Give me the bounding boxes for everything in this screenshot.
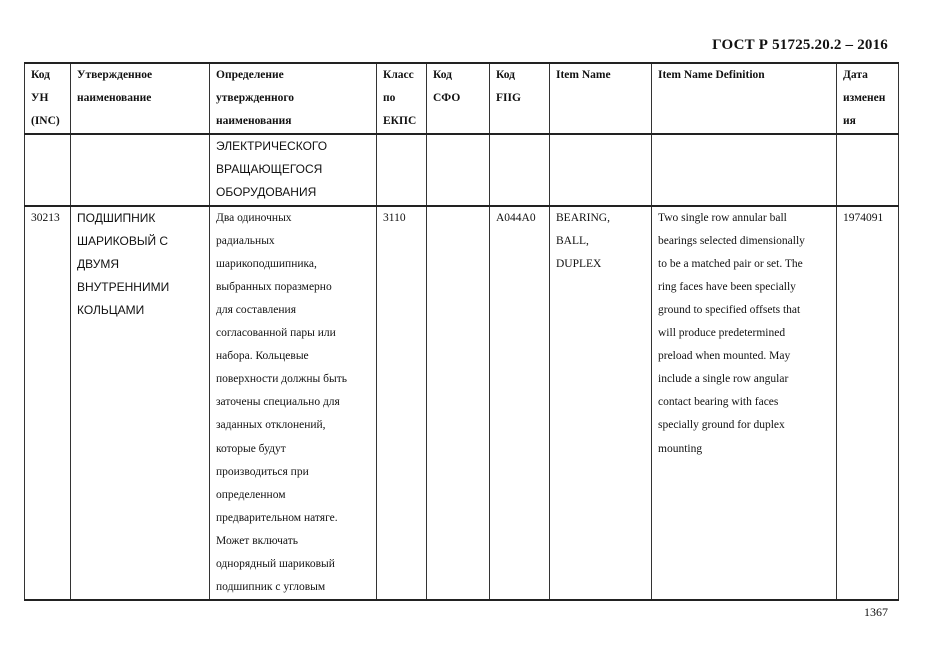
cell-inc-code: 30213 [25, 206, 71, 601]
cell-item-name [550, 134, 652, 205]
cell-inc-code [25, 134, 71, 205]
cell-item-name-definition [652, 134, 837, 205]
cell-fiig-code [490, 134, 550, 205]
cell-fiig-code: A044A0 [490, 206, 550, 601]
cell-name-definition: Два одиночных радиальных шарикоподшипника, выбранных поразмерно для составления согласованной пары или набора. Кольцевые поверхности должны быть заточены специально для заданных отклонений, которые будут производиться при определенном предварительном натяге. Может включать однорядный шариковый подшипник с угловым [210, 206, 377, 601]
cell-ekps-class: 3110 [377, 206, 427, 601]
document-title: ГОСТ Р 51725.20.2 – 2016 [712, 37, 888, 53]
header-ekps-class: Класс по ЕКПС [377, 63, 427, 134]
cell-sfo-code [427, 134, 490, 205]
cell-ekps-class [377, 134, 427, 205]
table-header-row [25, 63, 899, 134]
cell-approved-name: ПОДШИПНИК ШАРИКОВЫЙ С ДВУМЯ ВНУТРЕННИМИ КОЛЬЦАМИ [71, 206, 210, 601]
table-row [25, 206, 899, 601]
cell-item-name: BEARING, BALL, DUPLEX [550, 206, 652, 601]
page-number: 1367 [864, 605, 888, 619]
header-sfo-code: Код СФО [427, 63, 490, 134]
cell-item-name-definition: Two single row annular ball bearings selected dimensionally to be a matched pair or set. The ring faces have been specially ground to specified offsets that will produce predetermined preload when mounted. May include a single row angular contact bearing with faces specially ground for duplex mounting [652, 206, 837, 601]
header-approved-name: Утвержденное наименование [71, 63, 210, 134]
header-item-name-definition: Item Name Definition [652, 63, 837, 134]
header-inc-code: Код УН (INC) [25, 63, 71, 134]
header-change-date: Дата изменен ия [837, 63, 899, 134]
cell-change-date [837, 134, 899, 205]
cell-sfo-code [427, 206, 490, 601]
classification-table [24, 62, 899, 601]
header-name-definition: Определение утвержденного наименования [210, 63, 377, 134]
cell-approved-name [71, 134, 210, 205]
cell-change-date: 1974091 [837, 206, 899, 601]
header-fiig-code: Код FIIG [490, 63, 550, 134]
header-item-name: Item Name [550, 63, 652, 134]
cell-name-definition: ЭЛЕКТРИЧЕСКОГО ВРАЩАЮЩЕГОСЯ ОБОРУДОВАНИЯ [210, 134, 377, 205]
table-row-continued [25, 134, 899, 205]
